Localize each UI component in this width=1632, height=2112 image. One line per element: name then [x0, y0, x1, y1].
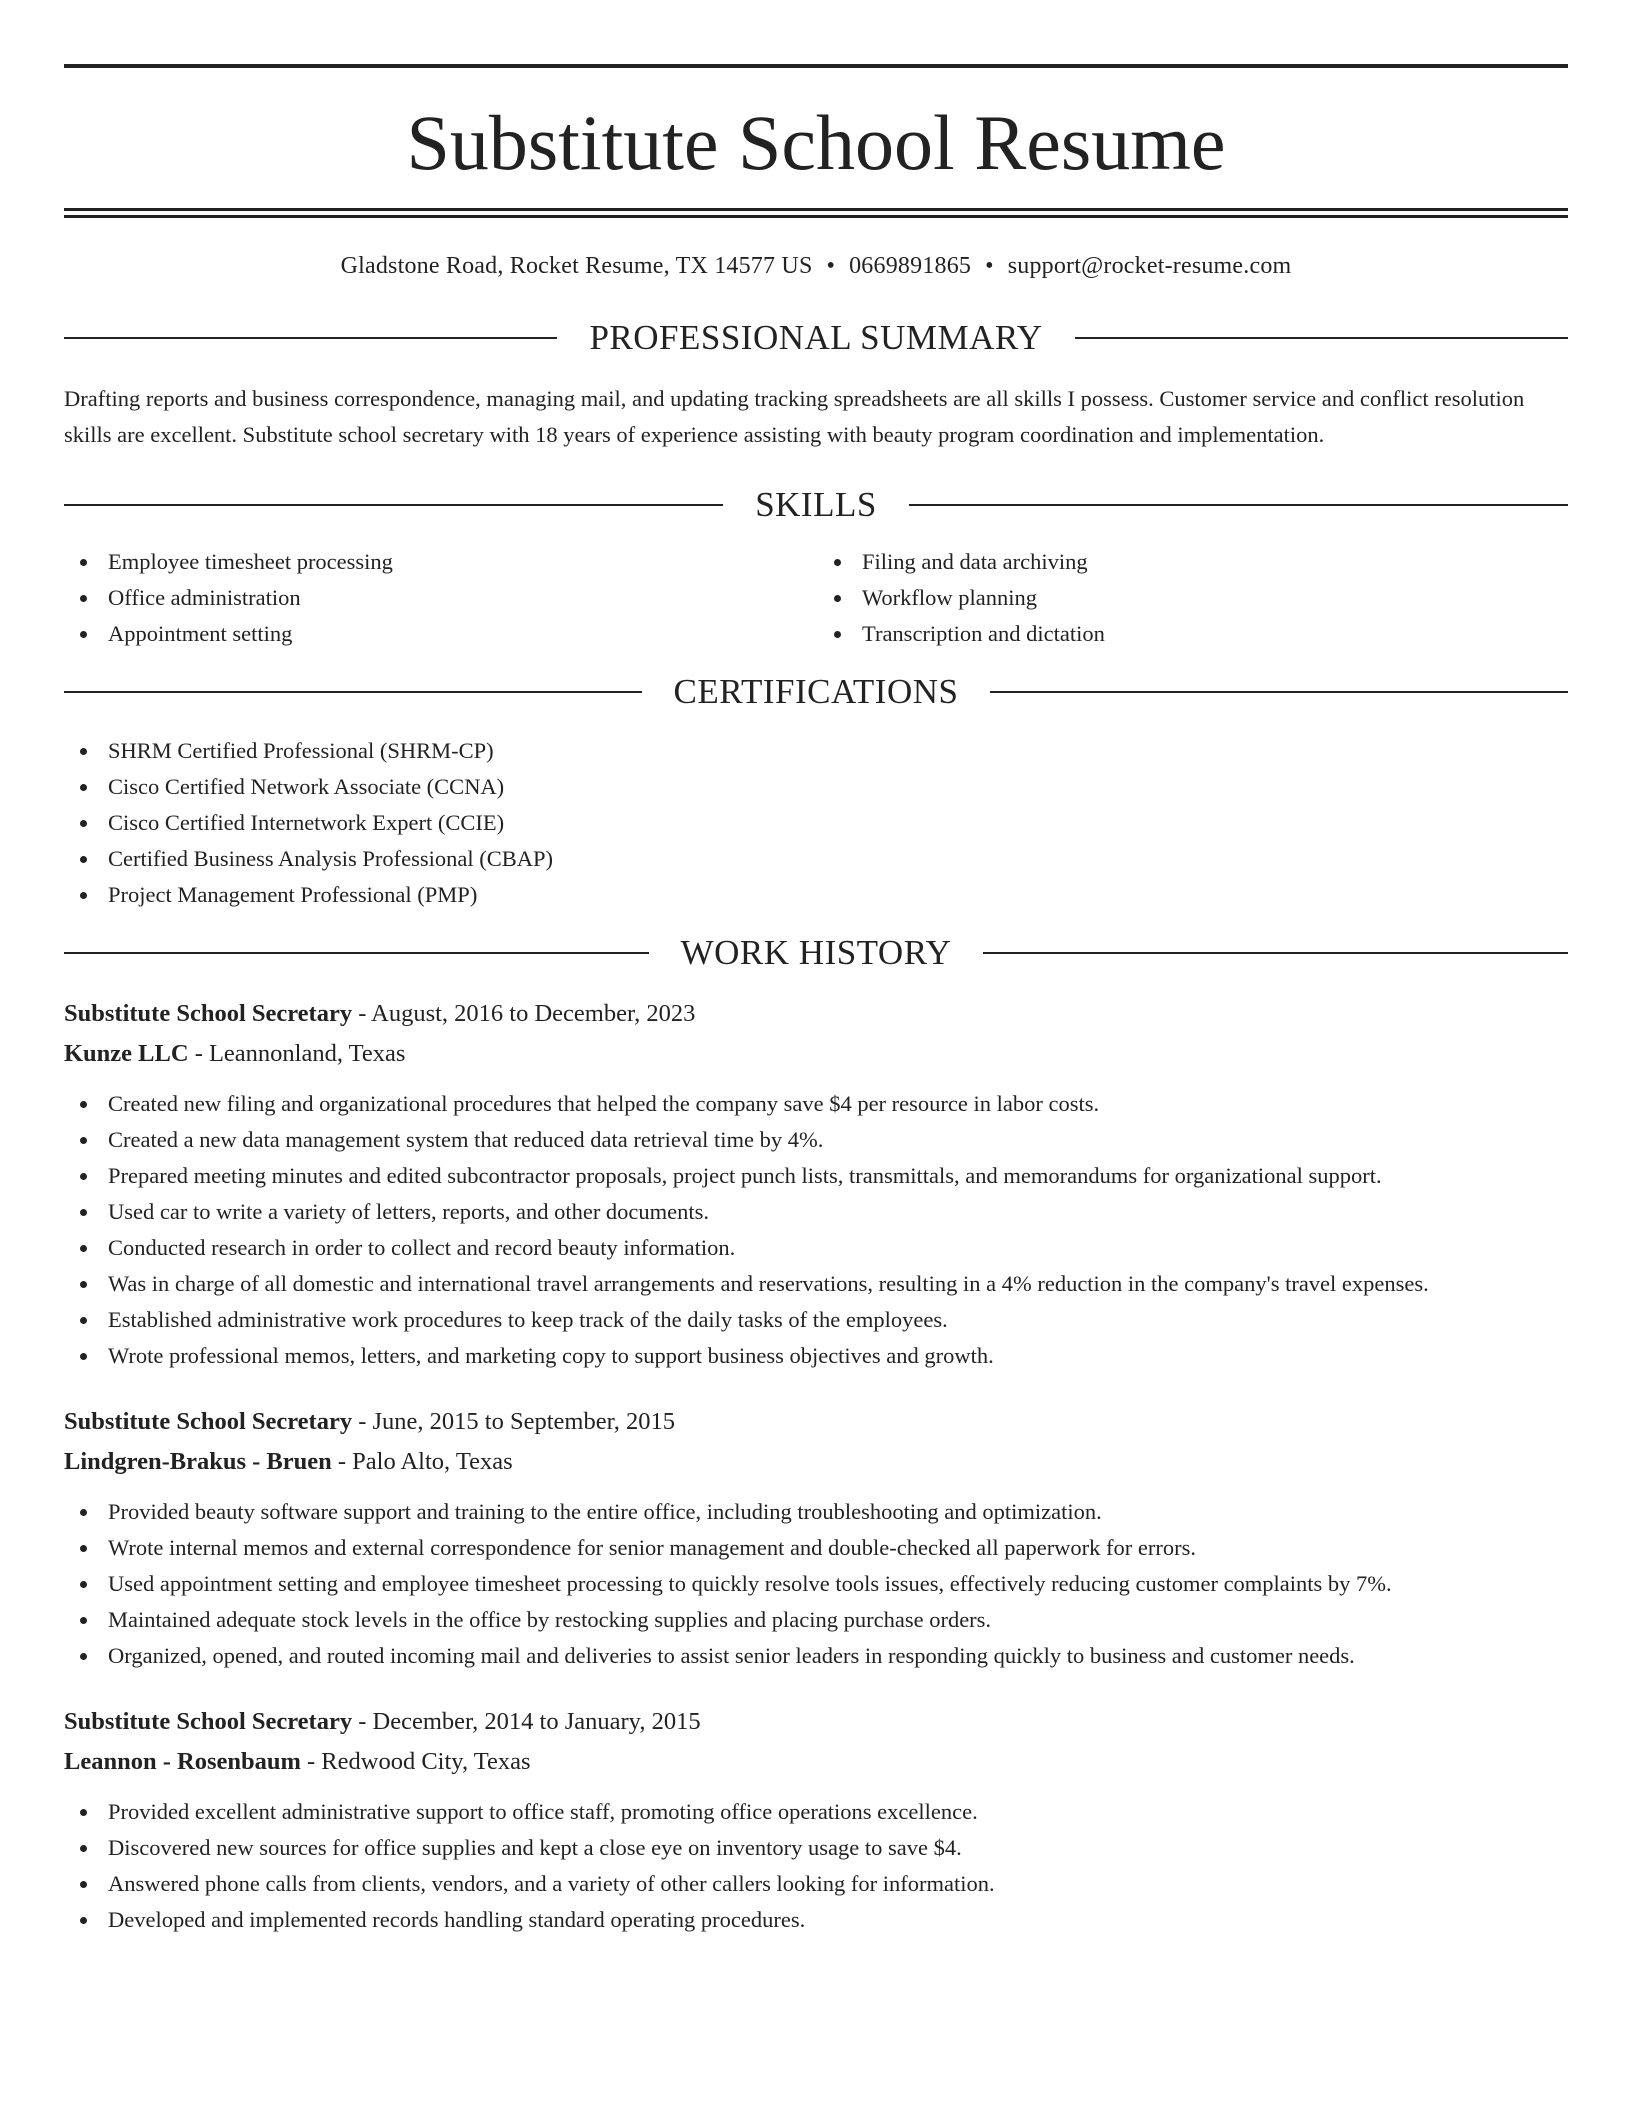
skills-section-heading: [64, 487, 1568, 522]
job-bullets: [64, 1086, 1568, 1374]
job-bullet: Used appointment setting and employee timesheet processing to quickly resolve tools issues, effectively reducing customer complaints by 7%.: [64, 1566, 1568, 1602]
job-title: Substitute School Secretary: [64, 1000, 353, 1027]
skill-item: Appointment setting: [64, 616, 816, 652]
job-entry: [64, 1702, 1568, 1938]
certification-item: Cisco Certified Internetwork Expert (CCIE): [64, 805, 1568, 841]
skills-heading: SKILLS: [755, 485, 877, 524]
job-bullet: Organized, opened, and routed incoming mail and deliveries to assist senior leaders in responding quickly to business and customer needs.: [64, 1638, 1568, 1674]
job-bullet: Wrote internal memos and external correspondence for senior management and double-checked all paperwork for errors.: [64, 1530, 1568, 1566]
job-title-line: [64, 1402, 1568, 1442]
heading-rule-right: [909, 504, 1568, 506]
job-bullets: [64, 1494, 1568, 1674]
job-entry: [64, 994, 1568, 1374]
job-bullet: Created a new data management system that reduced data retrieval time by 4%.: [64, 1122, 1568, 1158]
skills-list-left: [64, 544, 816, 652]
heading-rule-right: [1075, 337, 1568, 339]
job-title-line: [64, 1702, 1568, 1742]
contact-line: [64, 254, 1568, 278]
job-title: Substitute School Secretary: [64, 1708, 353, 1735]
job-dates: - December, 2014 to January, 2015: [352, 1708, 701, 1735]
job-bullet: Was in charge of all domestic and international travel arrangements and reservations, resulting in a 4% reduction in the company's travel expenses.: [64, 1266, 1568, 1302]
top-rule: [64, 64, 1568, 68]
contact-address: Gladstone Road, Rocket Resume, TX 14577 US: [340, 253, 813, 279]
job-bullets: [64, 1794, 1568, 1938]
job-bullet: Conducted research in order to collect and record beauty information.: [64, 1230, 1568, 1266]
job-bullet: Used car to write a variety of letters, reports, and other documents.: [64, 1194, 1568, 1230]
heading-rule-right: [983, 952, 1568, 954]
skill-item: Filing and data archiving: [818, 544, 1568, 580]
job-bullet: Maintained adequate stock levels in the office by restocking supplies and placing purchase orders.: [64, 1602, 1568, 1638]
job-company-line: [64, 1742, 1568, 1782]
contact-phone: 0669891865: [849, 253, 972, 279]
heading-rule-right: [990, 691, 1568, 693]
skills-columns: [64, 544, 1568, 652]
job-location: - Redwood City, Texas: [300, 1748, 531, 1775]
work-history-section-heading: [64, 935, 1568, 970]
heading-rule-left: [64, 504, 723, 506]
job-company: Kunze LLC: [64, 1040, 189, 1067]
job-bullet: Wrote professional memos, letters, and marketing copy to support business objectives and growth.: [64, 1338, 1568, 1374]
job-title-line: [64, 994, 1568, 1034]
summary-text: Drafting reports and business correspondence, managing mail, and updating tracking spreadsheets are all skills I possess. Customer service and conflict resolution skills are excellent. Substitute school secretary with 18 years of experience assisting with beauty program coordination and implementation.: [64, 386, 1525, 447]
certification-item: Cisco Certified Network Associate (CCNA): [64, 769, 1568, 805]
heading-rule-left: [64, 691, 642, 693]
resume-title: Substitute School Resume: [406, 99, 1226, 186]
certifications-list: [64, 733, 1568, 913]
skill-item: Workflow planning: [818, 580, 1568, 616]
job-dates: - August, 2016 to December, 2023: [352, 1000, 696, 1027]
job-company-line: [64, 1442, 1568, 1482]
skill-item: Transcription and dictation: [818, 616, 1568, 652]
job-bullet: Developed and implemented records handling standard operating procedures.: [64, 1902, 1568, 1938]
summary-section-heading: [64, 320, 1568, 355]
job-entry: [64, 1402, 1568, 1674]
job-bullet: Created new filing and organizational procedures that helped the company save $4 per resource in labor costs.: [64, 1086, 1568, 1122]
contact-email: support@rocket-resume.com: [1007, 253, 1292, 279]
skill-item: Employee timesheet processing: [64, 544, 816, 580]
job-bullet: Discovered new sources for office supplies and kept a close eye on inventory usage to save $4.: [64, 1830, 1568, 1866]
skill-item: Office administration: [64, 580, 816, 616]
job-bullet: Established administrative work procedures to keep track of the daily tasks of the employees.: [64, 1302, 1568, 1338]
work-history-heading: WORK HISTORY: [680, 933, 952, 972]
contact-separator: •: [826, 253, 836, 279]
summary-heading: PROFESSIONAL SUMMARY: [589, 318, 1043, 357]
skills-list-right: [816, 544, 1568, 652]
resume-page: [0, 64, 1632, 2112]
heading-rule-left: [64, 952, 649, 954]
job-bullet: Provided beauty software support and training to the entire office, including troubleshooting and optimization.: [64, 1494, 1568, 1530]
certification-item: Certified Business Analysis Professional (CBAP): [64, 841, 1568, 877]
job-location: - Leannonland, Texas: [188, 1040, 406, 1067]
job-company-line: [64, 1034, 1568, 1074]
certifications-heading: CERTIFICATIONS: [673, 672, 959, 711]
certifications-section-heading: [64, 674, 1568, 709]
job-company: Leannon - Rosenbaum: [64, 1748, 301, 1775]
contact-separator: •: [985, 253, 994, 279]
job-bullet: Answered phone calls from clients, vendors, and a variety of other callers looking for information.: [64, 1866, 1568, 1902]
job-bullet: Provided excellent administrative support to office staff, promoting office operations excellence.: [64, 1794, 1568, 1830]
job-company: Lindgren-Brakus - Bruen: [64, 1448, 332, 1475]
certification-item: SHRM Certified Professional (SHRM-CP): [64, 733, 1568, 769]
job-dates: - June, 2015 to September, 2015: [352, 1408, 676, 1435]
job-title: Substitute School Secretary: [64, 1408, 353, 1435]
title-double-rule: [64, 208, 1568, 218]
heading-rule-left: [64, 337, 557, 339]
job-location: - Palo Alto, Texas: [331, 1448, 513, 1475]
certification-item: Project Management Professional (PMP): [64, 877, 1568, 913]
job-bullet: Prepared meeting minutes and edited subcontractor proposals, project punch lists, transmittals, and memorandums for organizational support.: [64, 1158, 1568, 1194]
